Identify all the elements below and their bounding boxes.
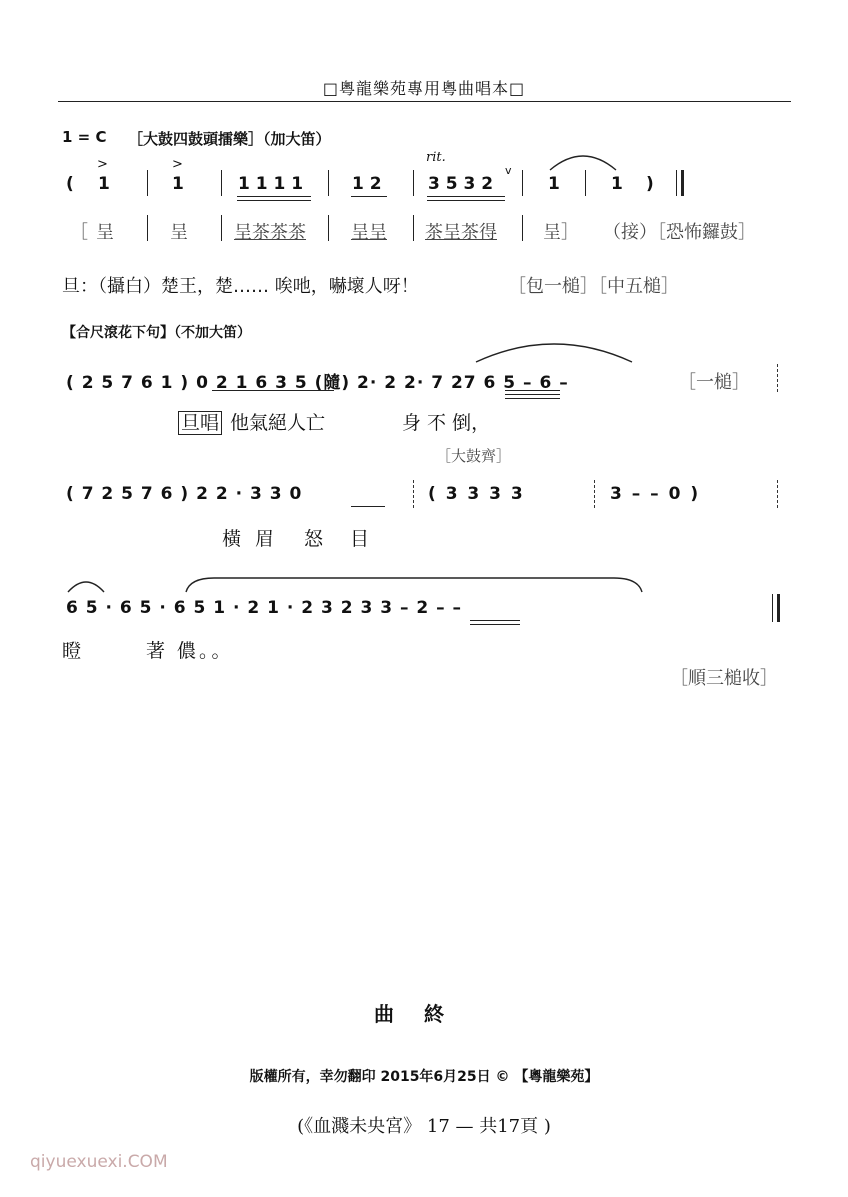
lyric-char: 目 [350, 528, 370, 550]
lyric-char: 瞪 [62, 640, 82, 662]
paren-open: ( [66, 174, 74, 194]
underline [427, 196, 505, 197]
note: 1 [548, 174, 560, 194]
notation-line: ( 3 3 3 3 [428, 484, 525, 504]
dashed-barline [777, 480, 778, 508]
note-group: 1 1 1 1 [238, 174, 304, 194]
barline [221, 215, 222, 241]
notation-line: ( 2 5 7 6 1 ) 0 2 1 6 3 5 (隨) 2· 2 2· 7 27 6 5 – 6 – [66, 373, 569, 393]
watermark: qiyuexuexi.COM [30, 1152, 168, 1172]
singer-label: 旦唱 [178, 408, 222, 435]
cue-label: ［順三槌收］ [670, 668, 778, 689]
cue-label: ［一槌］ [678, 372, 750, 393]
section-label: 【合尺滾花下句】（不加大笛） [62, 325, 251, 341]
barline [147, 215, 148, 241]
notation-line: 3 – – 0 ) [610, 484, 701, 504]
lyric-char: 橫 [222, 528, 242, 550]
note: 1 [172, 174, 184, 194]
barline [221, 170, 222, 196]
underline [351, 506, 385, 507]
underline [427, 200, 505, 201]
perc-syllable: 呈 [96, 222, 114, 243]
key-signature: 1 = C [62, 128, 107, 146]
slur-arc [474, 340, 634, 366]
end-title: 曲終 [374, 1002, 474, 1026]
breath-mark: v [505, 164, 512, 177]
end-barline [676, 170, 684, 196]
lyric-char: 怒 [304, 528, 324, 550]
dashed-barline [413, 480, 414, 508]
barline [328, 215, 329, 241]
barline [413, 170, 414, 196]
drum-label: ［大鼓齊］ [436, 447, 512, 465]
barline [328, 170, 329, 196]
perc-syllable: 呈 [170, 222, 188, 243]
underline [351, 196, 387, 197]
page-header: □粵龍樂苑專用粵曲唱本□ [322, 79, 526, 98]
header-rule [58, 101, 791, 102]
note: 1 [98, 174, 110, 194]
note-group: 3 5 3 2 [428, 174, 494, 194]
accent-mark: > [172, 157, 183, 172]
barline [522, 215, 523, 241]
spoken-line: 旦：（攝白）楚王，楚…… 唉吔，嚇壞人呀！ [62, 276, 419, 297]
perc-cue: （接）［恐怖鑼鼓］ [603, 222, 756, 243]
underline [470, 624, 520, 625]
perc-syllable: 呈茶茶茶 [234, 222, 306, 243]
barline [413, 215, 414, 241]
perc-syllable: 呈］ [543, 222, 579, 243]
note: 1 [611, 174, 623, 194]
lyrics: 著 儂。。 [146, 640, 234, 662]
slur-arc [184, 574, 644, 594]
lyric-char: 眉 [255, 528, 275, 550]
underline [237, 196, 311, 197]
paren-close: ) [646, 174, 654, 194]
perc-bracket: ［ [70, 222, 88, 243]
perc-syllable: 茶呈茶得 [425, 222, 497, 243]
underline [470, 620, 520, 621]
lyrics: 身 不 倒， [402, 412, 491, 434]
perc-syllable: 呈呈 [351, 222, 387, 243]
underline [212, 390, 334, 391]
intro-label: ［大鼓四鼓頭擂樂］（加大笛） [128, 130, 331, 148]
tie-arc [66, 576, 106, 594]
underline [505, 398, 560, 399]
dashed-barline [594, 480, 595, 508]
underline [505, 390, 560, 391]
notation-line: 6 5 · 6 5 · 6 5 1 · 2 1 · 2 3 2 3 3 – 2 – – [66, 598, 463, 618]
lyrics: 他氣絕人亡 [230, 412, 326, 434]
page-number: (《血濺未央宮》 17 — 共17頁 ) [297, 1116, 551, 1137]
end-barline [772, 594, 780, 622]
spoken-cue: ［包一槌］［中五槌］ [508, 276, 679, 297]
accent-mark: > [97, 157, 108, 172]
underline [505, 394, 560, 395]
copyright-line: 版權所有，幸勿翻印 2015年6月25日 © 【粵龍樂苑】 [249, 1069, 599, 1085]
tie-arc [548, 150, 618, 174]
underline [237, 200, 311, 201]
note-group: 1 2 [352, 174, 382, 194]
barline [147, 170, 148, 196]
notation-line: ( 7 2 5 7 6 ) 2 2 · 3 3 0 [66, 484, 303, 504]
rit-marking: rit. [426, 150, 446, 165]
dashed-barline [777, 364, 778, 392]
barline [522, 170, 523, 196]
